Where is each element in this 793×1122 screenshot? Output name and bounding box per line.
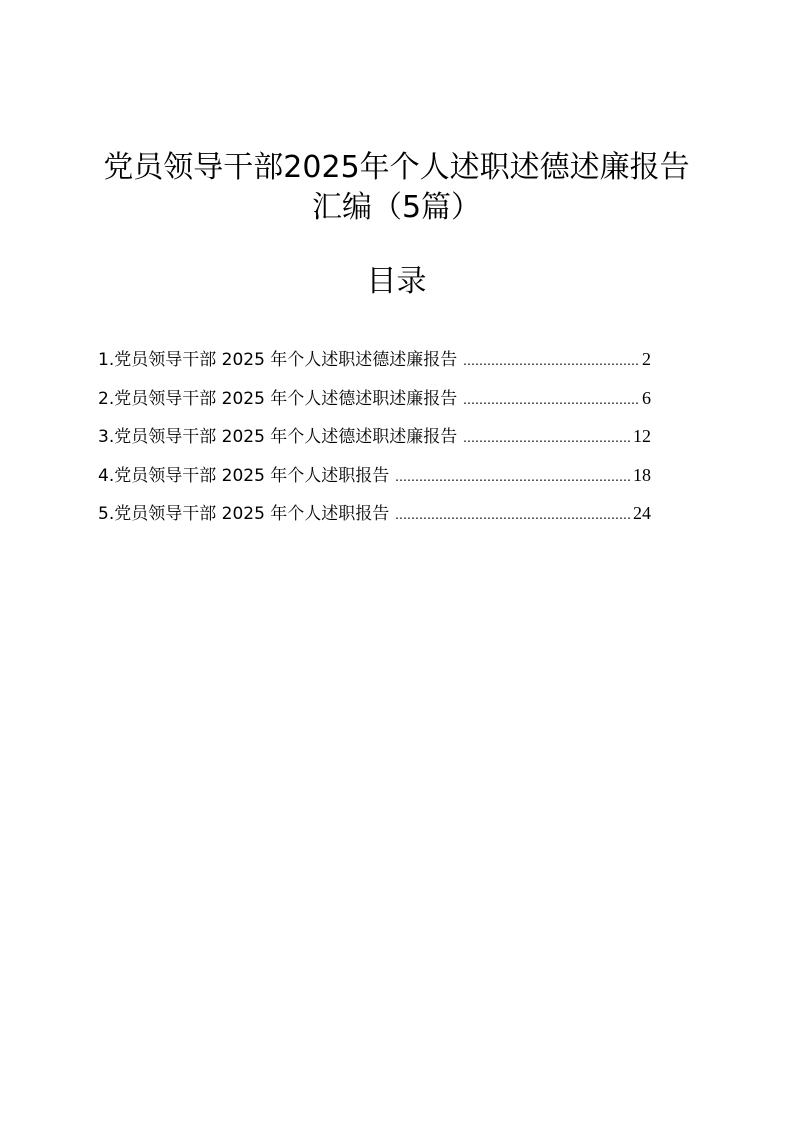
toc-entry-text: 1.党员领导干部 2025 年个人述职述德述廉报告 xyxy=(98,350,458,370)
toc-entry-text: 5.党员领导干部 2025 年个人述职报告 xyxy=(98,504,390,524)
table-of-contents xyxy=(98,344,651,537)
toc-page-number: 2 xyxy=(642,349,651,369)
document-title xyxy=(60,148,733,228)
toc-page-number: 24 xyxy=(633,503,651,523)
toc-leader-dots xyxy=(395,463,631,493)
toc-heading: 目录 xyxy=(366,264,427,299)
toc-entry-3[interactable] xyxy=(98,421,651,460)
toc-leader-dots xyxy=(395,501,631,531)
toc-entry-5[interactable] xyxy=(98,498,651,537)
toc-entry-text: 2.党员领导干部 2025 年个人述德述职述廉报告 xyxy=(98,388,458,409)
toc-entry-1[interactable] xyxy=(98,344,651,383)
toc-entry-2[interactable] xyxy=(98,383,651,422)
toc-entry-text: 3.党员领导干部 2025 年个人述德述职述廉报告 xyxy=(98,427,458,447)
toc-page-number: 12 xyxy=(633,426,651,446)
toc-leader-dots xyxy=(463,386,640,416)
toc-entry-4[interactable] xyxy=(98,460,651,499)
document-title-line-1: 党员领导干部2025年个人述职述德述廉报告 xyxy=(103,150,690,185)
toc-leader-dots xyxy=(463,347,640,377)
toc-page-number: 18 xyxy=(633,464,651,485)
toc-page-number: 6 xyxy=(642,387,651,408)
document-title-line-2: 汇编（5篇） xyxy=(311,190,482,225)
toc-entry-text: 4.党员领导干部 2025 年个人述职报告 xyxy=(98,465,390,486)
toc-leader-dots xyxy=(463,424,631,454)
